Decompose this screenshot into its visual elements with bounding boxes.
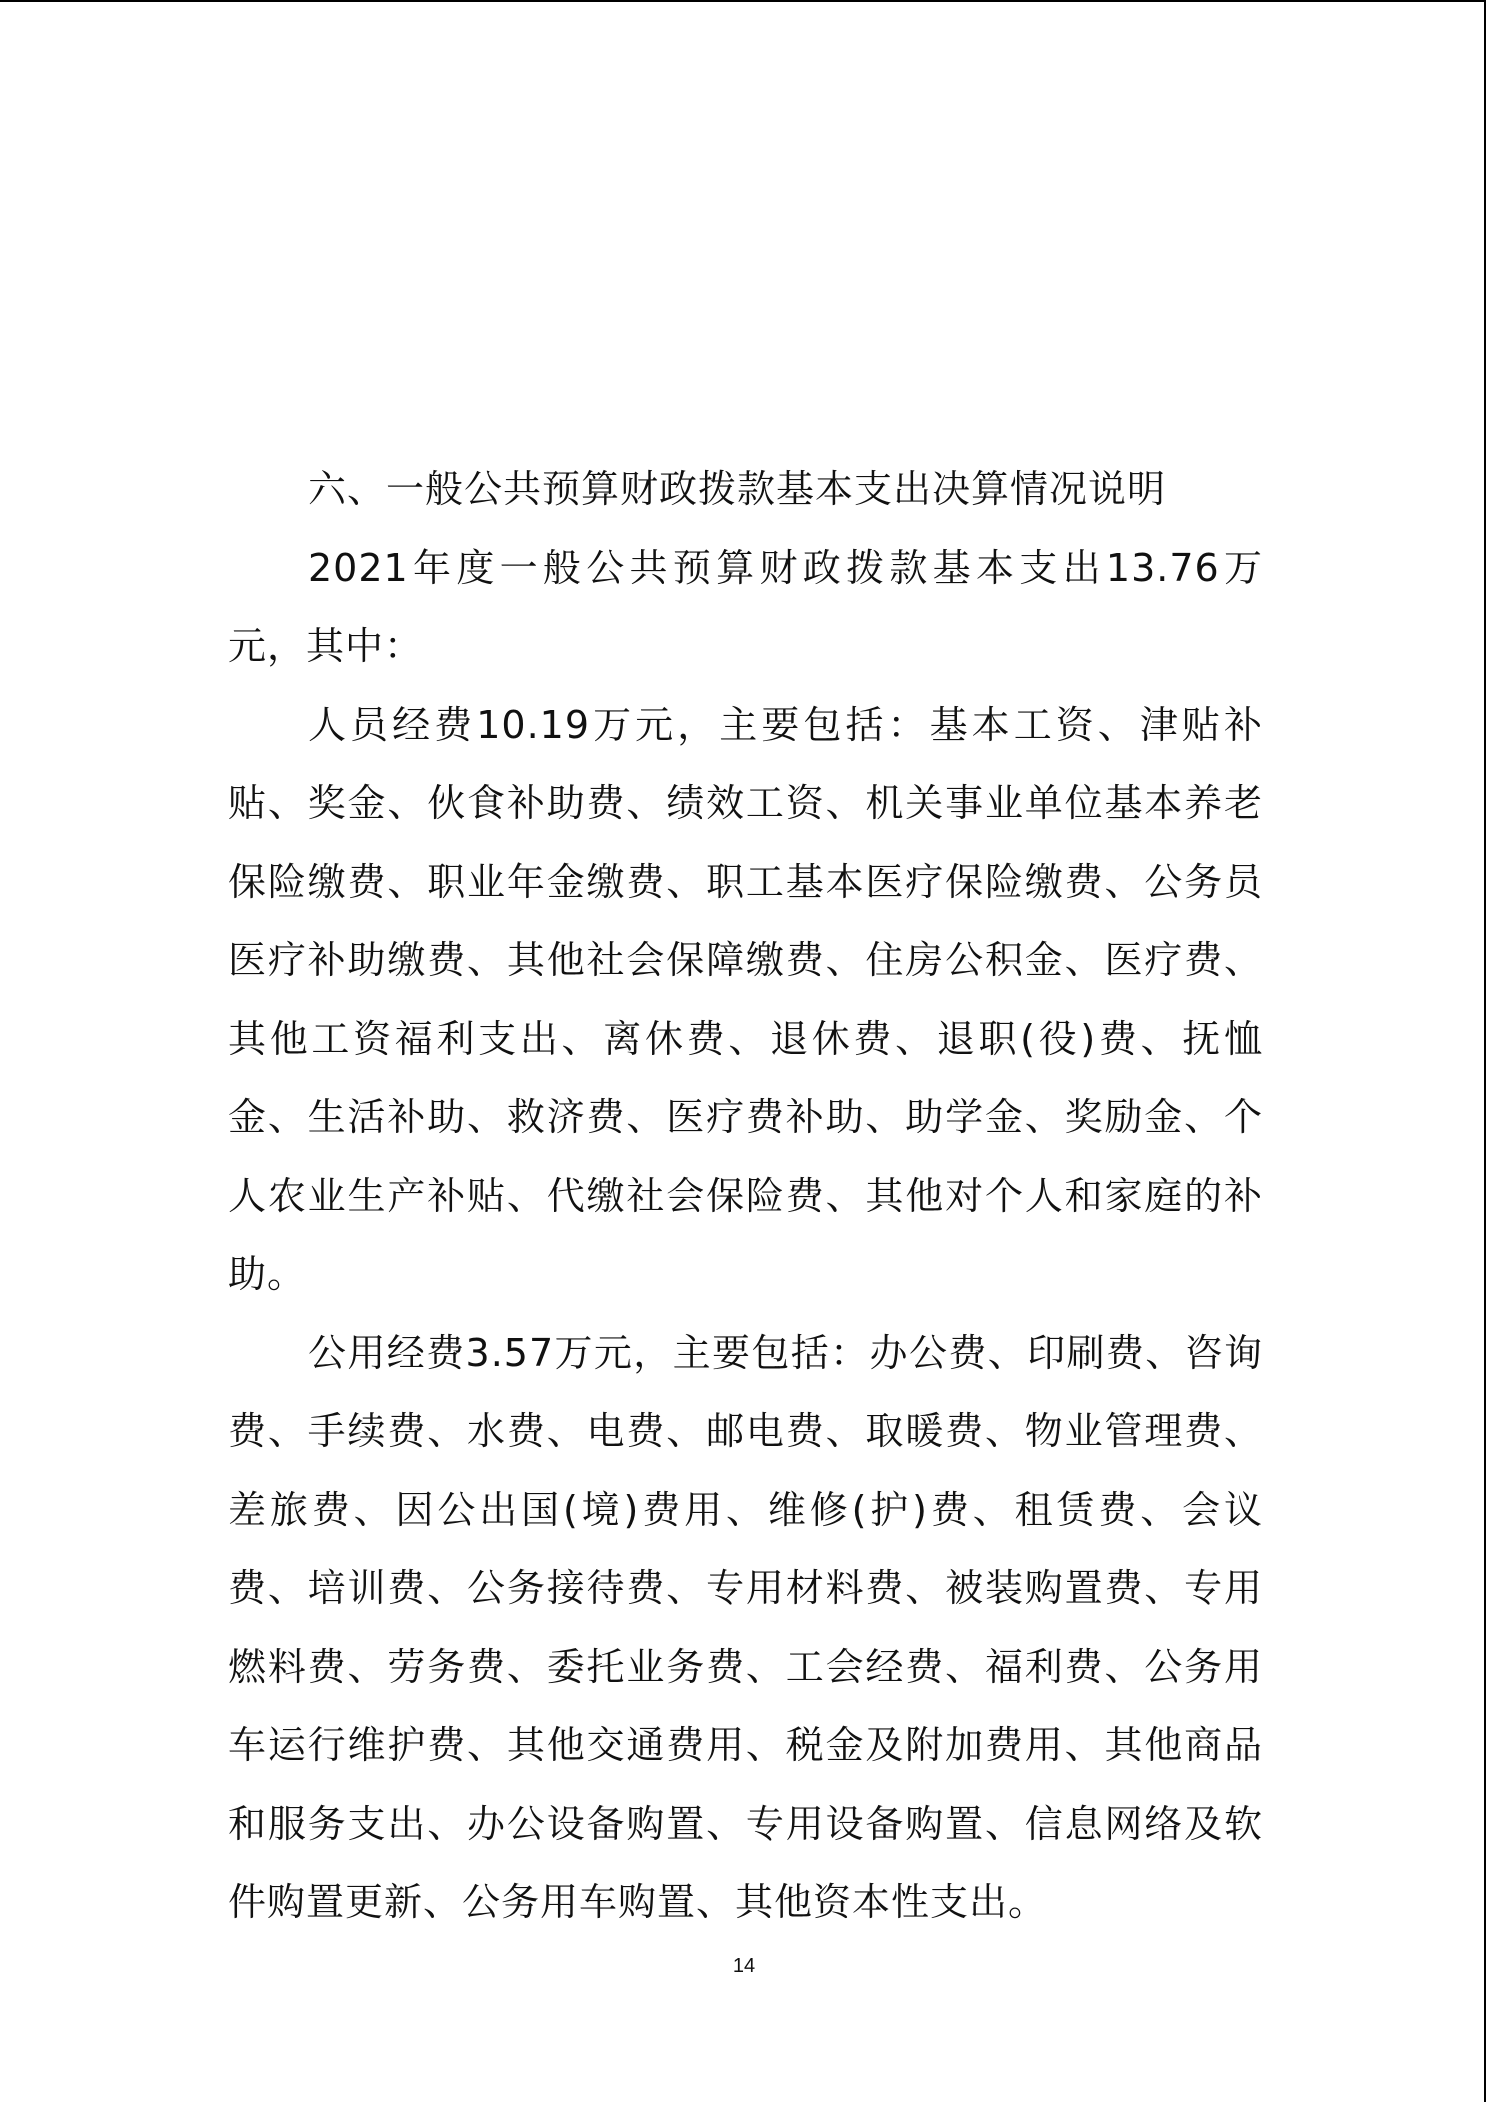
summary-paragraph: 2021年度一般公共预算财政拨款基本支出13.76万元，其中： — [228, 545, 1263, 668]
document-body — [228, 450, 1263, 1942]
public-expenses-paragraph: 公用经费3.57万元，主要包括：办公费、印刷费、咨询费、手续费、水费、电费、邮电费、取暖费、物业管理费、差旅费、因公出国(境)费用、维修(护)费、租赁费、会议费、培训费、公务接待费、专用材料费、被装购置费、专用燃料费、劳务费、委托业务费、工会经费、福利费、公务用车运行维护费、其他交通费用、税金及附加费用、其他商品和服务支出、办公设备购置、专用设备购置、信息网络及软件购置更新、公务用车购置、其他资本性支出。 — [228, 1330, 1263, 1924]
section-heading: 六、一般公共预算财政拨款基本支出决算情况说明 — [308, 467, 1167, 511]
page-number: 14 — [732, 1955, 756, 1977]
personnel-expenses-paragraph: 人员经费10.19万元，主要包括：基本工资、津贴补贴、奖金、伙食补助费、绩效工资、机关事业单位基本养老保险缴费、职业年金缴费、职工基本医疗保险缴费、公务员医疗补助缴费、其他社会保障缴费、住房公积金、医疗费、其他工资福利支出、离休费、退休费、退职(役)费、抚恤金、生活补助、救济费、医疗费补助、助学金、奖励金、个人农业生产补贴、代缴社会保险费、其他对个人和家庭的补助。 — [228, 702, 1263, 1296]
